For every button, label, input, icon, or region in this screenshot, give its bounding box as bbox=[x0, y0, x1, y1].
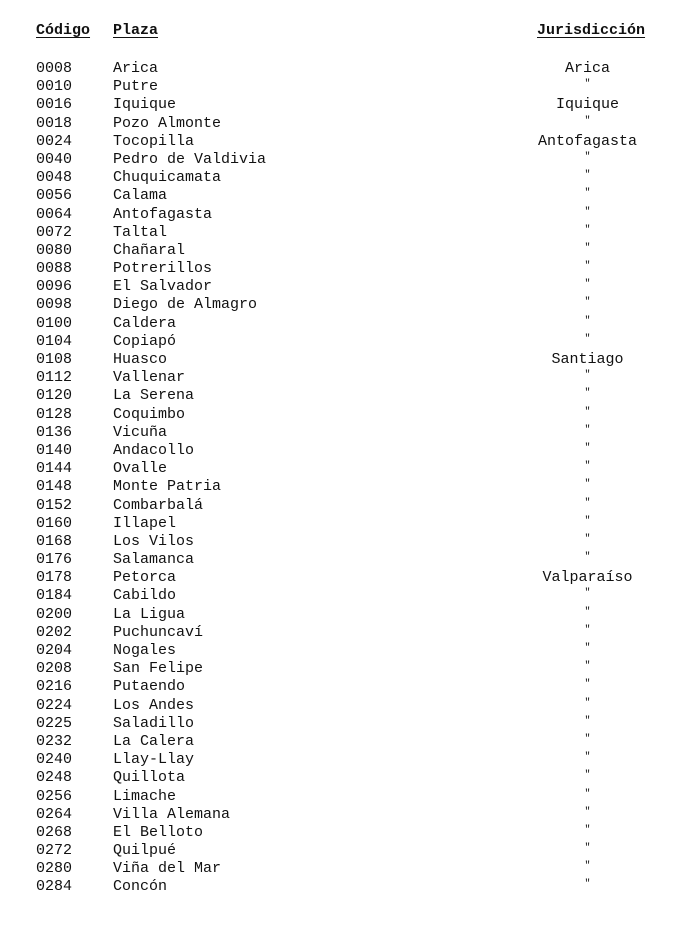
row-code: 0104 bbox=[36, 332, 73, 350]
row-code: 0128 bbox=[36, 405, 73, 423]
table-row bbox=[0, 587, 700, 605]
table-row bbox=[0, 115, 700, 133]
row-jurisdiccion: " bbox=[584, 788, 591, 800]
row-jurisdiccion: " bbox=[584, 697, 591, 709]
row-plaza: La Calera bbox=[113, 732, 195, 750]
table-row bbox=[0, 878, 700, 896]
row-code: 0072 bbox=[36, 223, 73, 241]
table-row bbox=[0, 387, 700, 405]
row-jurisdiccion: " bbox=[584, 606, 591, 618]
row-code: 0056 bbox=[36, 187, 73, 205]
row-jurisdiccion: Santiago bbox=[551, 351, 624, 368]
row-plaza: Pozo Almonte bbox=[113, 114, 222, 132]
row-plaza: Andacollo bbox=[113, 441, 195, 459]
row-plaza: Illapel bbox=[113, 514, 177, 532]
row-plaza: Calama bbox=[113, 187, 168, 205]
row-jurisdiccion: Iquique bbox=[555, 96, 619, 114]
row-code: 0080 bbox=[36, 241, 73, 259]
row-jurisdiccion: " bbox=[584, 733, 591, 745]
table-row bbox=[0, 424, 700, 442]
row-jurisdiccion: " bbox=[584, 479, 591, 491]
row-code: 0144 bbox=[36, 460, 73, 478]
row-plaza: Llay-Llay bbox=[113, 751, 195, 769]
row-plaza: Pedro de Valdivia bbox=[113, 150, 267, 168]
row-plaza: La Serena bbox=[113, 387, 195, 405]
table-row bbox=[0, 242, 700, 260]
row-code: 0140 bbox=[36, 441, 73, 459]
row-jurisdiccion: " bbox=[584, 315, 591, 327]
row-plaza: Ovalle bbox=[113, 460, 168, 478]
row-plaza: Vallenar bbox=[113, 369, 186, 387]
row-code: 0160 bbox=[36, 514, 73, 532]
table-header bbox=[0, 22, 700, 44]
row-code: 0120 bbox=[36, 387, 73, 405]
row-code: 0112 bbox=[36, 369, 73, 387]
row-plaza: El Belloto bbox=[113, 823, 204, 841]
table-row bbox=[0, 169, 700, 187]
row-plaza: Iquique bbox=[113, 96, 177, 114]
table-row bbox=[0, 715, 700, 733]
row-code: 0268 bbox=[36, 823, 73, 841]
row-plaza: Puchuncaví bbox=[113, 623, 204, 641]
table-row bbox=[0, 351, 700, 369]
row-plaza: Diego de Almagro bbox=[113, 296, 258, 314]
table-body bbox=[0, 60, 700, 897]
row-code: 0008 bbox=[36, 60, 73, 77]
row-plaza: Combarbalá bbox=[113, 496, 204, 514]
row-jurisdiccion: " bbox=[584, 588, 591, 600]
row-plaza: El Salvador bbox=[113, 278, 213, 296]
row-code: 0232 bbox=[36, 732, 73, 750]
table-row bbox=[0, 315, 700, 333]
row-plaza: Los Vilos bbox=[113, 532, 195, 550]
row-code: 0248 bbox=[36, 769, 73, 787]
header-plaza: Plaza bbox=[113, 22, 159, 39]
row-code: 0204 bbox=[36, 642, 73, 659]
row-code: 0202 bbox=[36, 623, 73, 641]
table-row bbox=[0, 660, 700, 678]
row-code: 0200 bbox=[36, 605, 73, 623]
row-jurisdiccion: " bbox=[584, 624, 591, 636]
row-plaza: Limache bbox=[113, 787, 177, 805]
row-plaza: Taltal bbox=[113, 223, 168, 241]
row-jurisdiccion: " bbox=[584, 843, 591, 855]
header-codigo: Código bbox=[36, 22, 91, 39]
row-jurisdiccion: " bbox=[584, 861, 591, 873]
row-plaza: Coquimbo bbox=[113, 405, 186, 423]
row-code: 0096 bbox=[36, 278, 73, 296]
row-plaza: Putaendo bbox=[113, 678, 186, 696]
row-code: 0100 bbox=[36, 314, 73, 332]
row-code: 0256 bbox=[36, 787, 73, 805]
table-row bbox=[0, 60, 700, 78]
row-code: 0224 bbox=[36, 696, 73, 714]
row-code: 0168 bbox=[36, 532, 73, 550]
table-row bbox=[0, 442, 700, 460]
row-jurisdiccion: " bbox=[584, 79, 591, 91]
row-plaza: Antofagasta bbox=[113, 205, 213, 223]
table-row bbox=[0, 206, 700, 224]
row-plaza: Nogales bbox=[113, 642, 177, 659]
row-jurisdiccion: " bbox=[584, 879, 591, 891]
row-code: 0016 bbox=[36, 96, 73, 114]
row-plaza: Potrerillos bbox=[113, 260, 213, 278]
table-row bbox=[0, 860, 700, 878]
row-code: 0216 bbox=[36, 678, 73, 696]
row-code: 0208 bbox=[36, 660, 73, 678]
row-plaza: Concón bbox=[113, 878, 168, 896]
row-jurisdiccion: " bbox=[584, 115, 591, 127]
row-code: 0024 bbox=[36, 132, 73, 150]
row-code: 0048 bbox=[36, 169, 73, 187]
row-code: 0225 bbox=[36, 714, 73, 732]
row-jurisdiccion: " bbox=[584, 824, 591, 836]
row-code: 0010 bbox=[36, 78, 73, 96]
table-row bbox=[0, 642, 700, 660]
row-code: 0098 bbox=[36, 296, 73, 314]
row-code: 0064 bbox=[36, 205, 73, 223]
table-row bbox=[0, 824, 700, 842]
header-jurisdiccion: Jurisdicción bbox=[537, 22, 646, 39]
table-row bbox=[0, 151, 700, 169]
table-row bbox=[0, 296, 700, 314]
row-jurisdiccion: " bbox=[584, 206, 591, 218]
table-row bbox=[0, 260, 700, 278]
table-row bbox=[0, 788, 700, 806]
row-plaza: Quilpué bbox=[113, 842, 177, 860]
row-plaza: Arica bbox=[113, 60, 159, 77]
table-row bbox=[0, 751, 700, 769]
row-code: 0240 bbox=[36, 751, 73, 769]
row-code: 0284 bbox=[36, 878, 73, 896]
row-code: 0272 bbox=[36, 842, 73, 860]
table-row bbox=[0, 478, 700, 496]
row-plaza: Putre bbox=[113, 78, 159, 96]
table-row bbox=[0, 515, 700, 533]
table-row bbox=[0, 733, 700, 751]
row-plaza: Los Andes bbox=[113, 696, 195, 714]
table-row bbox=[0, 569, 700, 587]
table-row bbox=[0, 460, 700, 478]
row-plaza: Monte Patria bbox=[113, 478, 222, 496]
row-jurisdiccion: Antofagasta bbox=[537, 132, 638, 150]
row-plaza: San Felipe bbox=[113, 660, 204, 678]
row-plaza: Tocopilla bbox=[113, 132, 195, 150]
table-row bbox=[0, 278, 700, 296]
row-jurisdiccion: Arica bbox=[564, 60, 610, 77]
row-jurisdiccion: " bbox=[584, 297, 591, 309]
row-jurisdiccion: " bbox=[584, 661, 591, 673]
table-row bbox=[0, 133, 700, 151]
table-row bbox=[0, 369, 700, 387]
row-code: 0178 bbox=[36, 569, 73, 587]
row-jurisdiccion: " bbox=[584, 770, 591, 782]
row-jurisdiccion: " bbox=[584, 643, 591, 654]
row-plaza: La Ligua bbox=[113, 605, 186, 623]
row-jurisdiccion: " bbox=[584, 370, 591, 382]
row-plaza: Chañaral bbox=[113, 241, 186, 259]
table-row bbox=[0, 697, 700, 715]
row-jurisdiccion: " bbox=[584, 442, 591, 454]
row-code: 0018 bbox=[36, 114, 73, 132]
row-plaza: Viña del Mar bbox=[113, 860, 222, 878]
row-code: 0176 bbox=[36, 551, 73, 569]
row-jurisdiccion: " bbox=[584, 497, 591, 509]
row-plaza: Villa Alemana bbox=[113, 805, 231, 823]
table-row bbox=[0, 406, 700, 424]
table-row bbox=[0, 624, 700, 642]
row-jurisdiccion: Valparaíso bbox=[542, 569, 633, 587]
table-row bbox=[0, 606, 700, 624]
row-jurisdiccion: " bbox=[584, 461, 591, 473]
row-jurisdiccion: " bbox=[584, 188, 591, 200]
row-plaza: Huasco bbox=[113, 351, 168, 368]
row-jurisdiccion: " bbox=[584, 806, 591, 818]
row-jurisdiccion: " bbox=[584, 752, 591, 764]
row-jurisdiccion: " bbox=[584, 715, 591, 727]
row-plaza: Cabildo bbox=[113, 587, 177, 605]
row-code: 0088 bbox=[36, 260, 73, 278]
row-plaza: Caldera bbox=[113, 314, 177, 332]
row-jurisdiccion: " bbox=[584, 515, 591, 527]
row-jurisdiccion: " bbox=[584, 151, 591, 163]
row-plaza: Quillota bbox=[113, 769, 186, 787]
row-jurisdiccion: " bbox=[584, 679, 591, 691]
row-jurisdiccion: " bbox=[584, 170, 591, 182]
row-plaza: Vicuña bbox=[113, 423, 168, 441]
row-jurisdiccion: " bbox=[584, 242, 591, 254]
table-row bbox=[0, 96, 700, 114]
row-jurisdiccion: " bbox=[584, 279, 591, 291]
row-plaza: Salamanca bbox=[113, 551, 195, 569]
row-plaza: Saladillo bbox=[113, 714, 195, 732]
row-code: 0152 bbox=[36, 496, 73, 514]
table-row bbox=[0, 842, 700, 860]
row-jurisdiccion: " bbox=[584, 406, 591, 418]
table-row bbox=[0, 224, 700, 242]
row-code: 0280 bbox=[36, 860, 73, 878]
table-row bbox=[0, 806, 700, 824]
table-row bbox=[0, 187, 700, 205]
row-jurisdiccion: " bbox=[584, 224, 591, 236]
row-code: 0264 bbox=[36, 805, 73, 823]
row-jurisdiccion: " bbox=[584, 533, 591, 545]
row-code: 0136 bbox=[36, 423, 73, 441]
row-code: 0148 bbox=[36, 478, 73, 496]
table-row bbox=[0, 533, 700, 551]
table-row bbox=[0, 551, 700, 569]
table-row bbox=[0, 769, 700, 787]
row-jurisdiccion: " bbox=[584, 333, 591, 345]
table-row bbox=[0, 678, 700, 696]
row-code: 0040 bbox=[36, 150, 73, 168]
row-plaza: Copiapó bbox=[113, 332, 177, 350]
row-plaza: Chuquicamata bbox=[113, 169, 222, 187]
table-row bbox=[0, 78, 700, 96]
row-jurisdiccion: " bbox=[584, 552, 591, 564]
row-code: 0108 bbox=[36, 351, 73, 368]
row-jurisdiccion: " bbox=[584, 424, 591, 436]
row-jurisdiccion: " bbox=[584, 261, 591, 273]
row-plaza: Petorca bbox=[113, 569, 177, 587]
table-row bbox=[0, 333, 700, 351]
table-row bbox=[0, 497, 700, 515]
row-jurisdiccion: " bbox=[584, 388, 591, 400]
row-code: 0184 bbox=[36, 587, 73, 605]
